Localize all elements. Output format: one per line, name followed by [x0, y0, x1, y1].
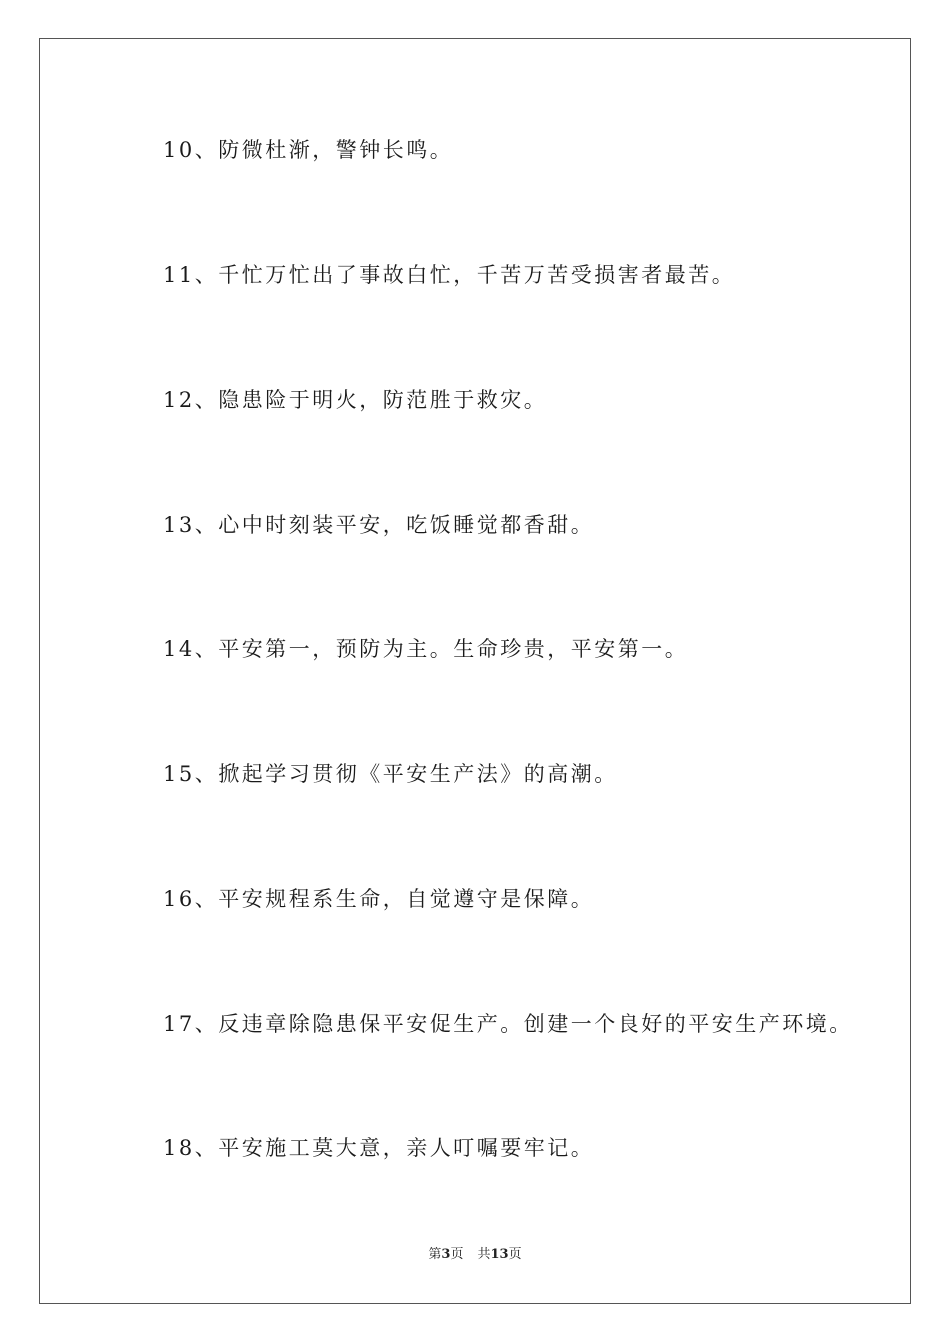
list-item: 13、心中时刻装平安，吃饭睡觉都香甜。: [163, 513, 595, 537]
page-suffix: 页: [450, 1247, 464, 1262]
list-item: 14、平安第一，预防为主。生命珍贵，平安第一。: [163, 637, 689, 661]
page-footer: [0, 1246, 950, 1264]
page-frame: [39, 38, 911, 1304]
list-item: 16、平安规程系生命，自觉遵守是保障。: [163, 887, 595, 911]
list-item: 12、隐患险于明火，防范胜于救灾。: [163, 388, 548, 412]
total-prefix: 共: [477, 1247, 491, 1262]
list-item: 15、掀起学习贯彻《平安生产法》的高潮。: [163, 762, 618, 786]
total-suffix: 页: [508, 1247, 522, 1262]
list-item: 18、平安施工莫大意，亲人叮嘱要牢记。: [163, 1136, 595, 1160]
list-item: 17、反违章除隐患保平安促生产。创建一个良好的平安生产环境。: [163, 1012, 853, 1036]
list-item: 10、防微杜渐，警钟长鸣。: [163, 138, 454, 162]
page-current: 3: [441, 1247, 451, 1262]
total-pages: 13: [490, 1247, 509, 1262]
list-item: 11、千忙万忙出了事故白忙，千苦万苦受损害者最苦。: [163, 263, 736, 287]
page-prefix: 第: [428, 1247, 442, 1262]
